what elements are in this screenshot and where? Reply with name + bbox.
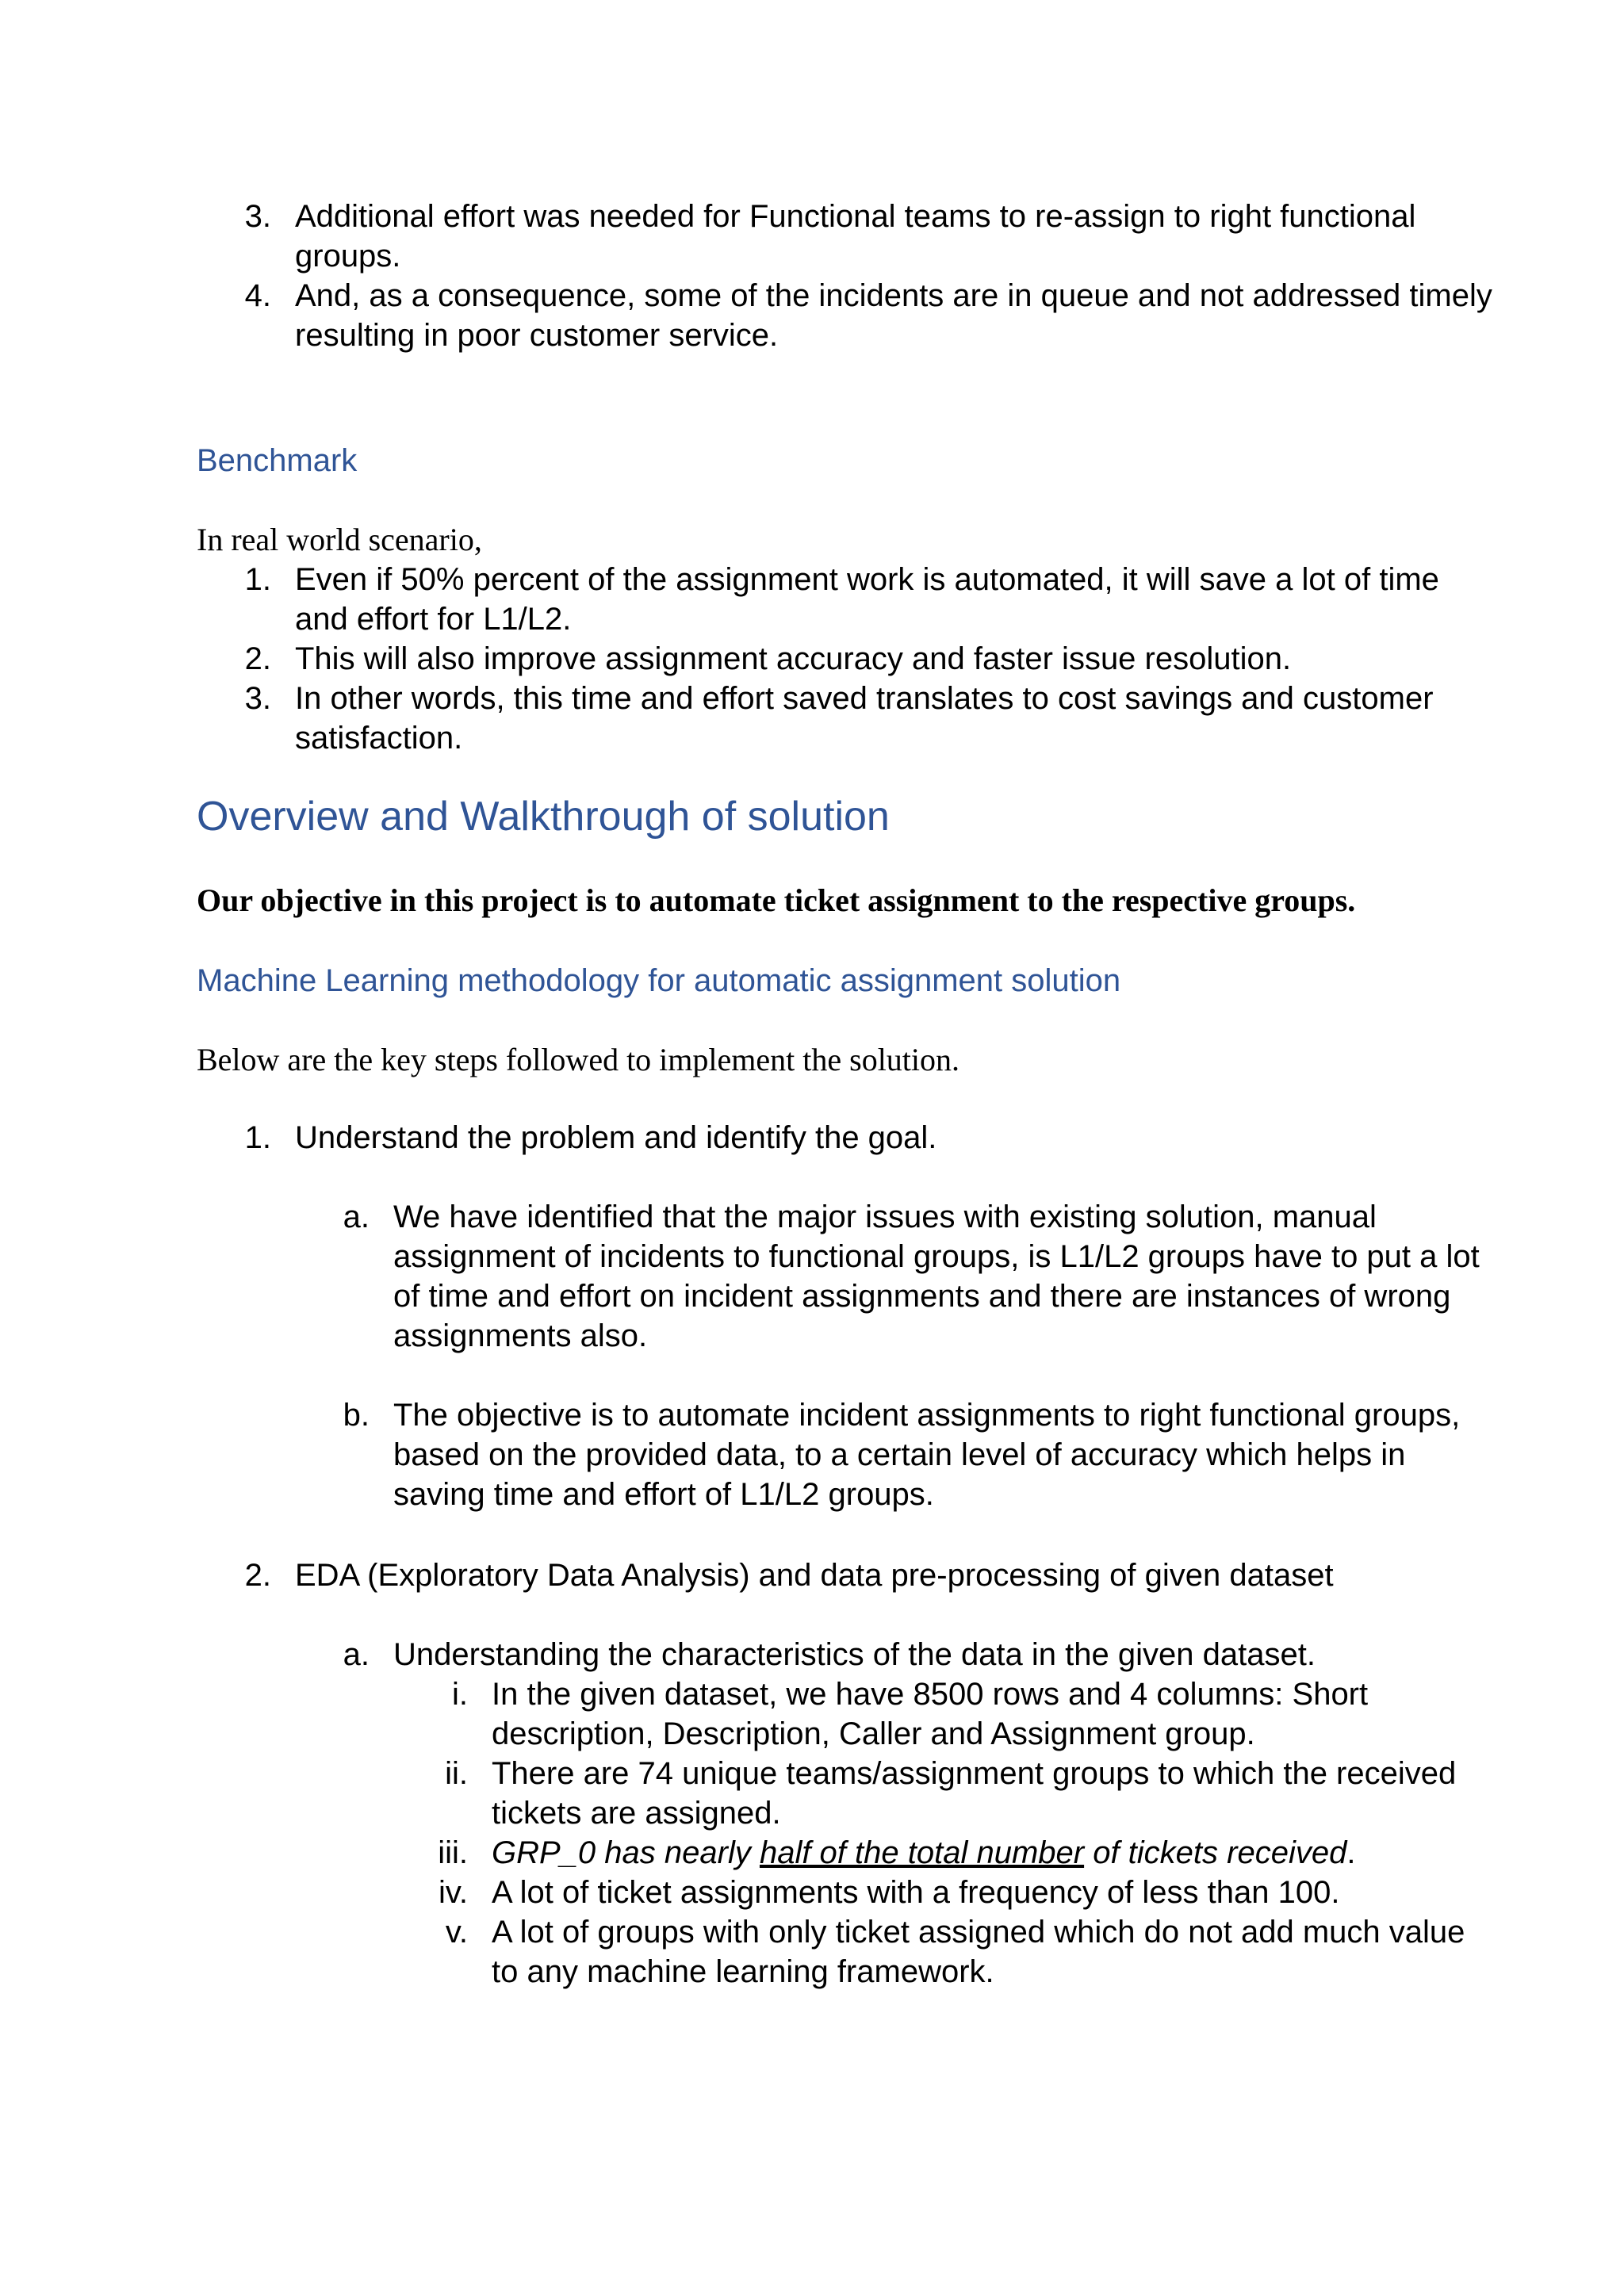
section-heading-benchmark: Benchmark	[197, 443, 358, 478]
list-item-text: In the given dataset, we have 8500 rows and 4 columns: Short	[492, 1677, 1369, 1712]
list-item-text: and effort for L1/L2.	[295, 602, 572, 637]
italic-text: GRP_0 has nearly	[492, 1835, 760, 1870]
list-item-text: In other words, this time and effort saved translates to cost savings and customer	[295, 681, 1434, 716]
list-roman: i.	[452, 1677, 468, 1712]
paragraph: Below are the key steps followed to implement the solution.	[197, 1042, 960, 1077]
list-item-text: tickets are assigned.	[492, 1796, 781, 1831]
list-item-text: A lot of ticket assignments with a frequency of less than 100.	[492, 1875, 1340, 1910]
section-heading-overview: Overview and Walkthrough of solution	[197, 794, 890, 840]
list-roman: ii.	[445, 1756, 468, 1791]
list-item-text: Understanding the characteristics of the data in the given dataset.	[393, 1637, 1316, 1672]
list-letter: a.	[343, 1200, 370, 1234]
list-number: 3.	[244, 199, 271, 234]
list-item-text	[492, 1833, 1355, 1873]
list-number: 2.	[244, 1558, 271, 1593]
list-item-text: And, as a consequence, some of the incidents are in queue and not addressed timely	[295, 278, 1492, 313]
objective-statement: Our objective in this project is to automate ticket assignment to the respective groups.	[197, 882, 1356, 918]
list-item-text: Even if 50% percent of the assignment work is automated, it will save a lot of time	[295, 562, 1439, 597]
list-item-text: of time and effort on incident assignments and there are instances of wrong	[393, 1279, 1451, 1314]
step-title: EDA (Exploratory Data Analysis) and data pre-processing of given dataset	[295, 1558, 1334, 1593]
list-number: 2.	[244, 641, 271, 676]
list-item-text: assignment of incidents to functional groups, is L1/L2 groups have to put a lot	[393, 1239, 1480, 1274]
list-item-text: The objective is to automate incident assignments to right functional groups,	[393, 1398, 1461, 1433]
list-letter: b.	[343, 1398, 370, 1433]
list-item-text: This will also improve assignment accuracy and faster issue resolution.	[295, 641, 1292, 676]
list-number: 4.	[244, 278, 271, 313]
list-roman: iii.	[438, 1835, 468, 1870]
italic-text: of tickets received	[1084, 1835, 1347, 1870]
list-item-text: Additional effort was needed for Functional teams to re-assign to right functional	[295, 199, 1416, 234]
list-number: 1.	[244, 1120, 271, 1155]
list-item-text: groups.	[295, 239, 401, 274]
step-title: Understand the problem and identify the goal.	[295, 1120, 937, 1155]
underlined-italic-text: half of the total number	[759, 1835, 1085, 1870]
list-number: 3.	[244, 681, 271, 716]
list-item-text: satisfaction.	[295, 721, 463, 756]
list-item-text: We have identified that the major issues with existing solution, manual	[393, 1200, 1377, 1234]
list-item-text: to any machine learning framework.	[492, 1954, 994, 1989]
list-item-text: assignments also.	[393, 1318, 648, 1353]
list-roman: iv.	[438, 1875, 468, 1910]
list-item-text: based on the provided data, to a certain level of accuracy which helps in	[393, 1437, 1406, 1472]
paragraph: In real world scenario,	[197, 522, 482, 557]
list-item-text: A lot of groups with only ticket assigned which do not add much value	[492, 1915, 1465, 1950]
list-number: 1.	[244, 562, 271, 597]
list-roman: v.	[445, 1915, 468, 1950]
list-letter: a.	[343, 1637, 370, 1672]
list-item-text: description, Description, Caller and Assignment group.	[492, 1716, 1255, 1751]
subsection-heading: Machine Learning methodology for automatic assignment solution	[197, 963, 1121, 998]
period: .	[1346, 1835, 1356, 1870]
list-item-text: saving time and effort of L1/L2 groups.	[393, 1477, 934, 1512]
list-item-text: resulting in poor customer service.	[295, 318, 779, 353]
list-item-text: There are 74 unique teams/assignment groups to which the received	[492, 1756, 1457, 1791]
